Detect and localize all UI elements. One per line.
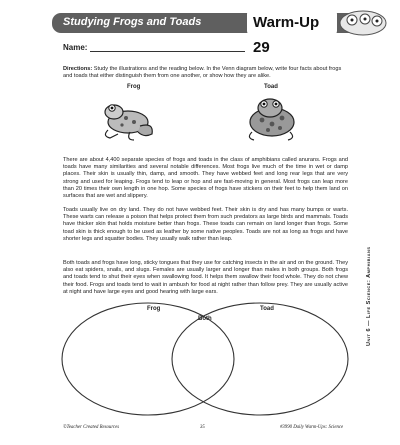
directions-label: Directions: [63, 66, 93, 72]
name-label: Name: [63, 43, 88, 52]
reading-paragraph-2: Toads usually live on dry land. They do not have webbed feet. Their skin is dry and has many bumps or warts. These warts can release a poison that helps protect them from such predators as large birds and mammals. Toads have thicker skin that holds moisture better than frogs. These toads can remain on land longer than frogs. Some toad skin is thick enough to be used as leather by some native peoples. Toads are not as long as frogs and have shorter legs and squatter bodies. They usually walk rather than leap. [63, 207, 348, 242]
venn-both-label: Both [198, 316, 212, 322]
reading-paragraph-3: Both toads and frogs have long, sticky tongues that they use for catching insects in the air and on the ground. They also eat spiders, snails, and slugs. Females are usually larger and longer than males in both groups. Both frogs and toads tend to shut their eyes when swallowing food. It helps them swallow their food whole. They do not chew their food. Frogs and toads tend to wait in ambush for food at night rather than follow prey. They are usually active at night and have large eyes and good hearing with large ears. [63, 260, 348, 295]
page-title: Studying Frogs and Toads [63, 16, 202, 28]
directions [63, 66, 348, 81]
footer-page-number: 35 [200, 425, 205, 430]
reading-paragraph-1: There are about 4,400 separate species of frogs and toads in the class of amphibians called anurans. Frogs and toads have many similarities and several notable differences. Most frogs live much of the time in wet or damp places. Their skin is usually thin, damp, and smooth. They have webbed feet and long rear legs that are very strong and used for leaping. Frogs tend to leap or hop and are fast-moving in general. Most frogs can leap more than 20 times their own length in one hop. Some species of frogs have stickers on their feet to help them land on surfaces that are wet and slippery. [63, 157, 348, 200]
toad-illustration-icon [240, 92, 300, 144]
frog-illustration-icon [100, 92, 158, 144]
footer-book-title: #3990 Daily Warm-Ups: Science [280, 425, 344, 430]
name-field[interactable] [90, 51, 245, 52]
toad-image-label: Toad [264, 84, 278, 90]
venn-frog-label: Frog [147, 306, 161, 312]
directions-text: Study the illustrations and the reading below. In the Venn diagram below, write four facts about frogs and toads that either distinguish them from one another, or show how they are alike. [63, 66, 342, 80]
venn-toad-label: Toad [260, 306, 274, 312]
frog-image-label: Frog [127, 84, 141, 90]
warmup-label: Warm-Up 29 [247, 10, 337, 35]
mascot-icon [338, 6, 388, 36]
footer-copyright: ©Teacher Created Resources [63, 425, 120, 430]
unit-side-tab: Unit 6 — Life Science: Amphibians [366, 246, 372, 346]
